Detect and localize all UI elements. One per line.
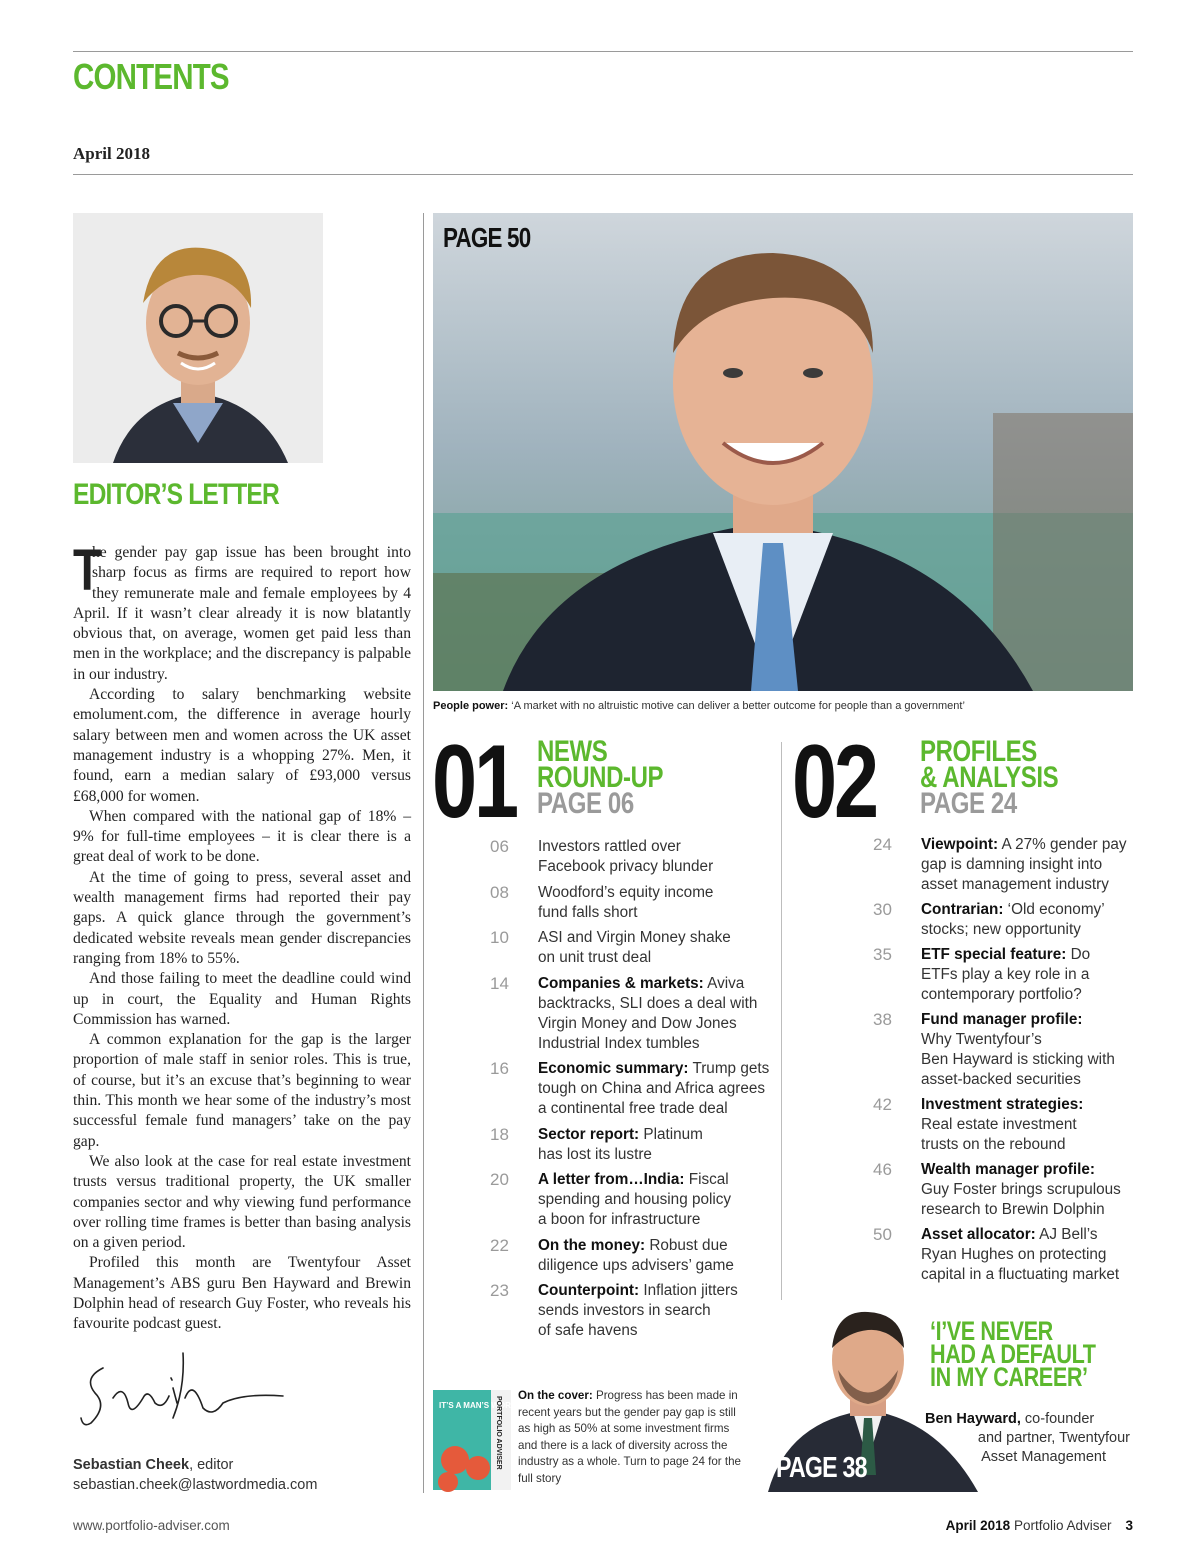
toc-entry-text: Viewpoint: A 27% gender pay gap is damning insight into asset management industry [921, 836, 1127, 893]
toc-entry-text: Investment strategies: Real estate investment trusts on the rebound [921, 1096, 1084, 1153]
toc-page-number: 30 [873, 900, 892, 919]
toc-entry-text: Counterpoint: Inflation jitters sends investors in search of safe havens [538, 1282, 738, 1339]
cover-thumb-headline: IT’S A MAN’S WORLD [439, 1401, 522, 1410]
pull-quote: ‘I’VE NEVER HAD A DEFAULT IN MY CAREER’ [930, 1316, 1096, 1392]
issue-date: April 2018 [73, 144, 150, 163]
letter-paragraph: At the time of going to press, several asset and wealth management firms had reported their pay gaps. A quick glance through the government’s dedicated website reveals mean gender discrepancies ranging from 18% to 55%. [73, 868, 411, 967]
toc-entry-text: ASI and Virgin Money shake on unit trust deal [538, 929, 731, 966]
toc-entry-label: On the money: [538, 1236, 646, 1254]
editors-letter-body [73, 538, 411, 1335]
letter-paragraph: According to salary benchmarking website emolument.com, the difference in average hourly salary between men and women across the UK asset management industry is a whopping 27%. Men, it found, earn a median salary of £93,000 versus £68,000 for women. [73, 686, 411, 805]
section-title: NEWS ROUND-UP PAGE 06 [537, 735, 664, 820]
section-page-link[interactable]: PAGE 06 [537, 787, 634, 820]
section-divider [781, 742, 782, 1332]
letter-paragraph: A common explanation for the gap is the larger proportion of male staff in senior roles. This is true, of course, but it’s an excuse that’s beginning to wear thin. This month we hear some of the industry’s most successful female fund managers’ take on the pay gap. [73, 1031, 411, 1150]
toc-entry-text: Economic summary: Trump gets tough on China and Africa agrees a continental free trade deal [538, 1060, 770, 1117]
toc-entry-label: Sector report: [538, 1125, 640, 1143]
page-title: CONTENTS [73, 56, 229, 97]
footer-url-link[interactable]: www.portfolio-adviser.com [73, 1518, 230, 1533]
toc-page-number: 06 [490, 837, 509, 856]
section-number: 01 [432, 724, 516, 840]
top-rule [73, 51, 1133, 52]
letter-paragraph: When compared with the national gap of 18% – 9% for full-time employees – it is clear there is a great deal of work to be done. [73, 807, 411, 866]
hero-page-label[interactable]: PAGE 50 [443, 222, 531, 253]
toc-entry-text: Sector report: Platinum has lost its lustre [538, 1125, 703, 1163]
toc-entry-text: Contrarian: ‘Old economy’ stocks; new opportunity [921, 901, 1105, 938]
toc-entry-label: Fund manager profile: [921, 1011, 1083, 1028]
hero-caption: People power: ‘A market with no altruistic motive can deliver a better outcome for people than a government’ [433, 700, 965, 712]
toc-entry-text: Investors rattled over Facebook privacy blunder [538, 838, 714, 875]
section-page-link[interactable]: PAGE 24 [920, 787, 1017, 820]
editor-email-link[interactable]: sebastian.cheek@lastwordmedia.com [73, 1477, 318, 1493]
cover-thumbnail[interactable] [433, 1390, 522, 1490]
toc-page-number: 38 [873, 1010, 892, 1029]
toc-page-number: 22 [490, 1235, 509, 1255]
toc-entry-label: Viewpoint: [921, 836, 999, 853]
toc-page-number: 18 [490, 1124, 509, 1144]
toc-entry-label: Companies & markets: [538, 974, 704, 992]
toc-entry-label: ETF special feature: [921, 946, 1067, 963]
editor-portrait-photo [73, 213, 323, 463]
toc-entry-text: Asset allocator: AJ Bell’s Ryan Hughes on protecting capital in a fluctuating market [921, 1226, 1120, 1283]
letter-paragraph: Profiled this month are Twentyfour Asset Management’s ABS guru Ben Hayward and Brewin Dolphin head of research Guy Foster, who reveals his favourite podcast guest. [73, 1254, 411, 1333]
toc-page-number: 14 [490, 973, 509, 993]
hero-photo [433, 213, 1133, 691]
toc-entry-text: Wealth manager profile: Guy Foster brings scrupulous research to Brewin Dolphin [921, 1161, 1121, 1218]
drop-cap: T [73, 538, 102, 603]
toc-page-number: 20 [490, 1170, 509, 1189]
column-divider [423, 213, 424, 1493]
editor-signature [73, 1348, 293, 1438]
toc-page-number: 50 [873, 1225, 892, 1244]
cover-thumb-masthead: PORTFOLIO ADVISER [495, 1396, 502, 1470]
letter-paragraph: We also look at the case for real estate investment trusts versus traditional property, the UK smaller companies sector and why viewing fund performance over rolling time frames is better than basing analysis on a given period. [73, 1152, 411, 1252]
toc-page-number: 46 [873, 1160, 892, 1179]
toc-entry-text: On the money: Robust due diligence ups advisers’ game [538, 1236, 734, 1274]
toc-entry-label: Counterpoint: [538, 1282, 640, 1299]
toc-entry-text: A letter from…India: Fiscal spending and housing policy a boon for infrastructure [538, 1171, 732, 1228]
profile-page-label[interactable]: PAGE 38 [776, 1452, 867, 1484]
toc-entry-label: Economic summary: [538, 1060, 689, 1077]
cover-caption: On the cover: Progress has been made in recent years but the gender pay gap is still as high as 50% at some investment firms and there is a lack of diversity across the industry as a whole. Turn to page 24 for the full story [518, 1389, 741, 1485]
toc-entry-label: Contrarian: [921, 901, 1004, 918]
toc-entry-label: Wealth manager profile: [921, 1161, 1095, 1178]
letter-paragraph: And those failing to meet the deadline could wind up in court, the Equality and Human Rights Commission has warned. [73, 970, 411, 1028]
editors-letter-heading: EDITOR’S LETTER [73, 478, 279, 511]
toc-entry-text: Woodford’s equity income fund falls short [538, 883, 714, 921]
toc-page-number: 16 [490, 1059, 509, 1078]
quote-attribution: Ben Hayward, co-founder and partner, Twentyfour Asset Management [925, 1411, 1130, 1465]
letter-paragraph: T he gender pay gap issue has been brought into sharp focus as firms are required to report how they remunerate male and female employees by 4 April. If it wasn’t clear already it is now blatantly obvious that, on average, women get paid less than men in the workplace; and the discrepancy is palpable in our industry. [73, 538, 411, 683]
toc-entry-text: ETF special feature: Do ETFs play a key role in a contemporary portfolio? [921, 946, 1091, 1003]
toc-entry-text: Companies & markets: Aviva backtracks, SLI does a deal with Virgin Money and Dow Jones Industrial Index tumbles [538, 974, 758, 1052]
toc-entry-label: Investment strategies: [921, 1096, 1084, 1113]
section-title: PROFILES & ANALYSIS PAGE 24 [920, 735, 1059, 820]
toc-page-number: 23 [490, 1281, 509, 1300]
toc-page-number: 24 [873, 835, 892, 854]
toc-page-number: 35 [873, 945, 892, 964]
toc-page-number: 08 [490, 882, 509, 902]
header-rule [73, 174, 1133, 175]
editor-name: Sebastian Cheek, editor [73, 1457, 234, 1473]
footer-folio: April 2018 Portfolio Adviser 3 [945, 1518, 1133, 1533]
toc-entry-label: A letter from…India: [538, 1171, 685, 1188]
toc-entry-label: Asset allocator: [921, 1226, 1036, 1243]
toc-page-number: 10 [490, 928, 509, 947]
toc-entry-text: Fund manager profile: Why Twentyfour’s Ben Hayward is sticking with asset-backed securities [921, 1011, 1115, 1088]
toc-page-number: 42 [873, 1095, 892, 1114]
section-number: 02 [792, 724, 876, 840]
